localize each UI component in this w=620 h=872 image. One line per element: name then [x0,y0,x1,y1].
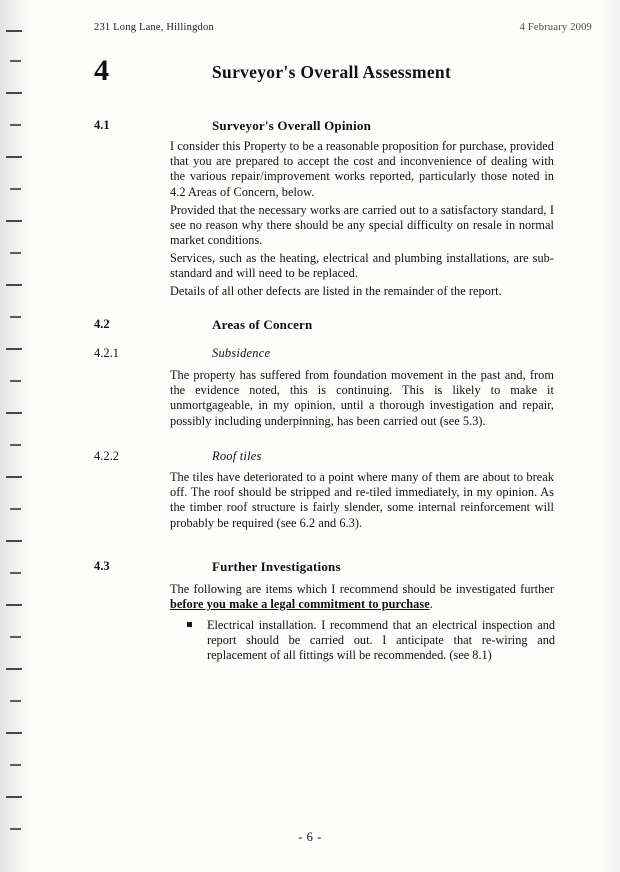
chapter-title: Surveyor's Overall Assessment [212,62,452,82]
list-item [185,618,555,664]
lead-suffix: . [429,597,433,612]
header-date: 4 February 2009 [519,22,592,33]
subsection-number: 4.2.1 [94,346,119,360]
section-heading: Areas of Concern [212,317,313,332]
chapter-number: 4 [94,54,110,87]
section-4-3-bullet-list [185,618,555,668]
subsection-4-2-1-paragraph: The property has suffered from foundation movement in the past and, from the evidence noted, this is continuing. This is likely to make it unmortgageable, in my opinion, until a thorough investigation and repair, possibly including underpinning, has been carried out (see 5.3). [170,368,554,428]
square-bullet-icon [187,622,192,627]
section-4-1-paragraph-3: Services, such as the heating, electrical and plumbing installations, are sub-standard and will need to be replaced. [170,251,554,281]
section-4-1-paragraph-2: Provided that the necessary works are carried out to a satisfactory standard, I see no reason why there should be any special difficulty on resale in normal market conditions. [170,203,554,248]
page-footer: - 6 - [298,830,322,844]
section-number: 4.3 [94,559,110,573]
lead-prefix: The following are items which I recommend should be investigated further [170,582,554,596]
subsection-number: 4.2.2 [94,449,119,463]
section-heading: Further Investigations [212,559,341,574]
lead-emphasis: before you make a legal commitment to purchase [170,597,430,612]
page-content [52,0,600,872]
section-4-3-lead [170,582,554,612]
subsection-heading: Subsidence [212,346,271,360]
list-item-text: Electrical installation. I recommend that an electrical inspection and report should be carried out. I anticipate that re-wiring and replacement of all fittings will be recommended. (see 8.1) [207,618,555,663]
subsection-4-2-2-paragraph: The tiles have deteriorated to a point where many of them are about to break off. The roof should be stripped and re-tiled immediately, in my opinion. As the timber roof structure is fairly slender, some internal reinforcement will probably be required (see 6.2 and 6.3). [170,470,554,530]
section-4-1-paragraph-1: I consider this Property to be a reasonable proposition for purchase, provided that you are prepared to accept the cost and inconvenience of dealing with the various repair/improvement works reported, particularly those noted in 4.2 Areas of Concern, below. [170,139,554,199]
section-number: 4.1 [94,118,110,132]
section-4-1-paragraph-4: Details of all other defects are listed in the remainder of the report. [170,284,502,298]
binder-hole-marks [0,0,34,872]
header-property-address: 231 Long Lane, Hillingdon [94,22,214,33]
section-heading: Surveyor's Overall Opinion [212,118,372,133]
subsection-heading: Roof tiles [212,449,262,463]
section-number: 4.2 [94,317,110,331]
